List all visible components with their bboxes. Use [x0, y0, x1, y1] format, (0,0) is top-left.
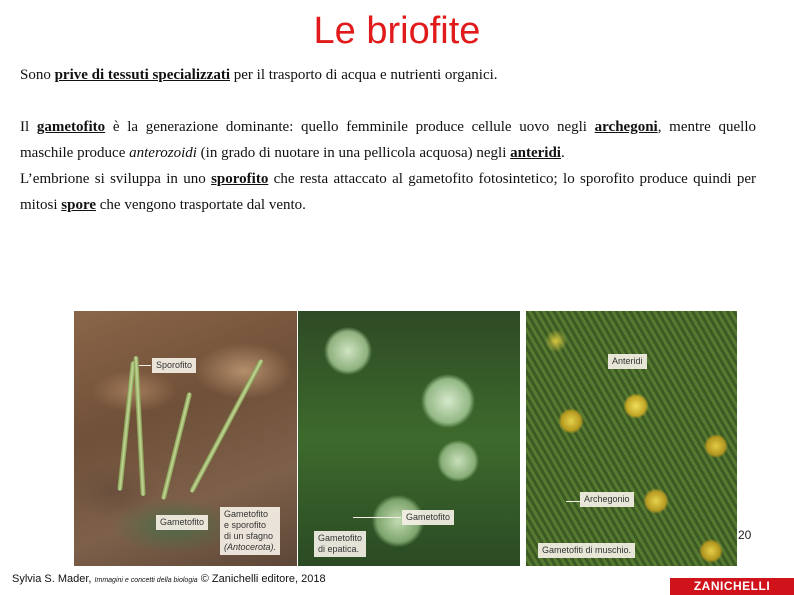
label-gametofito: Gametofito: [402, 510, 454, 525]
photo-moss: [526, 311, 737, 566]
book-title: Immagini e concetti della biologia: [94, 577, 198, 584]
label-anteridi: Anteridi: [608, 354, 647, 369]
keyword: gametofito: [36, 119, 106, 135]
sporophyte-stem: [161, 392, 192, 500]
keyword: spore: [61, 197, 96, 213]
photo-liverwort: [298, 311, 520, 566]
text-block: L’embrione si sviluppa in uno sporofito che resta attaccato al gametofito fotosintetico; lo sporofito produce quindi per mitosi spore che vengono trasportate dal vento.: [20, 171, 756, 213]
sporophyte-stem: [117, 361, 136, 491]
page-number: 20: [738, 528, 752, 542]
publisher-logo: ZANICHELLI: [670, 578, 794, 595]
footer-credit: Sylvia S. Mader, Immagini e concetti della biologia © Zanichelli editore, 2018: [12, 573, 326, 585]
leader-line: [353, 517, 401, 518]
text-block: Il gametofito è la generazione dominante: quello femminile produce cellule uovo negli archegoni, mentre quello maschile produce anterozoidi (in grado di nuotare in una pellicola acquosa) negli anteridi.: [20, 119, 756, 161]
figure-caption: Gametofito e sporofito di un sfagno (Antocerota).: [220, 507, 280, 555]
paragraph-intro: Sono prive di tessuti specializzati per il trasporto di acqua e nutrienti organici.: [20, 67, 498, 83]
sporophyte-stem: [189, 359, 264, 494]
label-archegonio: Archegonio: [580, 492, 634, 507]
paragraph-lifecycle: [20, 114, 756, 218]
sporophyte-stem: [133, 356, 145, 496]
label-sporofito: Sporofito: [152, 358, 196, 373]
photo-anthoceros: [74, 311, 297, 566]
keyword: prive di tessuti specializzati: [54, 67, 230, 83]
slide-title: Le briofite: [313, 10, 481, 52]
label-gametofito: Gametofito: [156, 515, 208, 530]
keyword: sporofito: [211, 171, 269, 187]
italic-term: anterozoidi: [129, 145, 197, 161]
figure-caption: Gametofito di epatica.: [314, 531, 366, 557]
leader-line: [139, 365, 151, 366]
figure-caption: Gametofiti di muschio.: [538, 543, 635, 558]
keyword: anteridi: [510, 145, 561, 161]
keyword: archegoni: [594, 119, 658, 135]
